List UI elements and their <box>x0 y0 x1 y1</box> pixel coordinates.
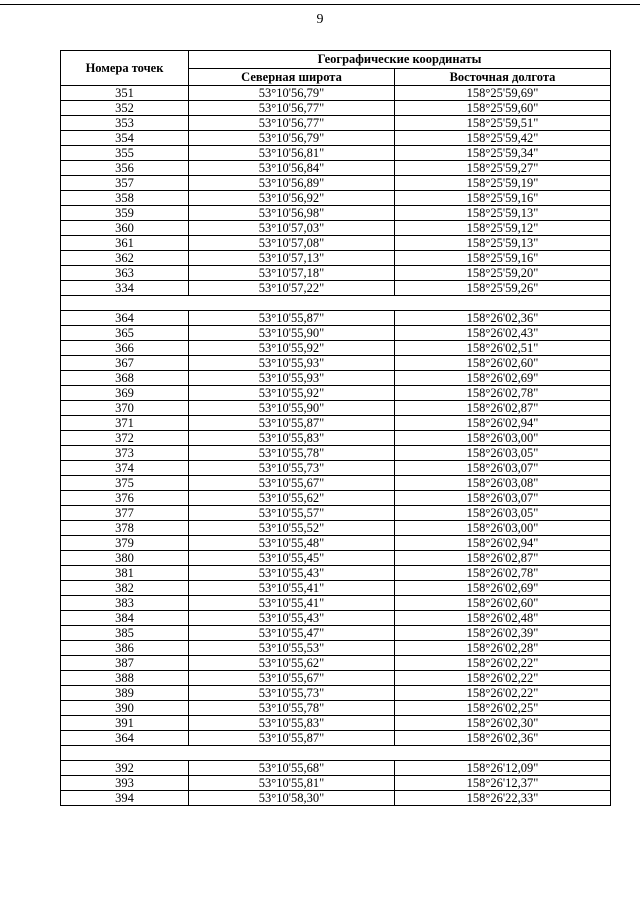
latitude: 53°10'55,62" <box>189 656 395 671</box>
table-row <box>61 536 611 551</box>
latitude: 53°10'55,92" <box>189 341 395 356</box>
point-number: 389 <box>61 686 189 701</box>
longitude: 158°26'02,36" <box>395 731 611 746</box>
point-number: 381 <box>61 566 189 581</box>
table-row <box>61 431 611 446</box>
table-row <box>61 311 611 326</box>
latitude: 53°10'55,41" <box>189 596 395 611</box>
point-number: 388 <box>61 671 189 686</box>
point-number: 355 <box>61 146 189 161</box>
longitude: 158°25'59,16" <box>395 251 611 266</box>
point-number: 392 <box>61 761 189 776</box>
longitude: 158°25'59,60" <box>395 101 611 116</box>
table-row <box>61 356 611 371</box>
latitude: 53°10'55,73" <box>189 686 395 701</box>
longitude: 158°25'59,34" <box>395 146 611 161</box>
latitude: 53°10'55,52" <box>189 521 395 536</box>
latitude: 53°10'55,67" <box>189 671 395 686</box>
table-row <box>61 761 611 776</box>
longitude: 158°26'03,07" <box>395 461 611 476</box>
latitude: 53°10'55,93" <box>189 371 395 386</box>
point-number: 354 <box>61 131 189 146</box>
table-row <box>61 506 611 521</box>
table-row <box>61 161 611 176</box>
latitude: 53°10'57,18" <box>189 266 395 281</box>
point-number: 380 <box>61 551 189 566</box>
table-row <box>61 386 611 401</box>
longitude: 158°26'02,51" <box>395 341 611 356</box>
longitude: 158°26'02,43" <box>395 326 611 341</box>
table-row <box>61 776 611 791</box>
table-row <box>61 671 611 686</box>
point-number: 369 <box>61 386 189 401</box>
latitude: 53°10'56,98" <box>189 206 395 221</box>
longitude: 158°25'59,51" <box>395 116 611 131</box>
table-row <box>61 236 611 251</box>
point-number: 387 <box>61 656 189 671</box>
table-row <box>61 221 611 236</box>
latitude: 53°10'55,41" <box>189 581 395 596</box>
coordinates-table <box>60 50 611 806</box>
table-row <box>61 176 611 191</box>
point-number: 372 <box>61 431 189 446</box>
longitude: 158°26'02,25" <box>395 701 611 716</box>
point-number: 363 <box>61 266 189 281</box>
latitude: 53°10'55,45" <box>189 551 395 566</box>
longitude: 158°26'02,78" <box>395 566 611 581</box>
table-row <box>61 491 611 506</box>
header-coords: Географические координаты <box>189 51 611 69</box>
longitude: 158°26'03,05" <box>395 506 611 521</box>
point-number: 376 <box>61 491 189 506</box>
longitude: 158°25'59,20" <box>395 266 611 281</box>
latitude: 53°10'57,03" <box>189 221 395 236</box>
point-number: 385 <box>61 626 189 641</box>
longitude: 158°26'02,87" <box>395 401 611 416</box>
point-number: 357 <box>61 176 189 191</box>
latitude: 53°10'56,89" <box>189 176 395 191</box>
latitude: 53°10'55,87" <box>189 311 395 326</box>
point-number: 360 <box>61 221 189 236</box>
longitude: 158°26'12,37" <box>395 776 611 791</box>
point-number: 367 <box>61 356 189 371</box>
point-number: 383 <box>61 596 189 611</box>
table-row <box>61 566 611 581</box>
latitude: 53°10'56,92" <box>189 191 395 206</box>
table-row <box>61 326 611 341</box>
latitude: 53°10'55,62" <box>189 491 395 506</box>
longitude: 158°26'02,30" <box>395 716 611 731</box>
longitude: 158°26'02,87" <box>395 551 611 566</box>
header-points: Номера точек <box>61 51 189 86</box>
point-number: 353 <box>61 116 189 131</box>
longitude: 158°26'02,94" <box>395 416 611 431</box>
latitude: 53°10'56,77" <box>189 116 395 131</box>
table-row <box>61 371 611 386</box>
point-number: 375 <box>61 476 189 491</box>
latitude: 53°10'55,87" <box>189 416 395 431</box>
latitude: 53°10'55,83" <box>189 716 395 731</box>
table-row <box>61 716 611 731</box>
longitude: 158°26'02,69" <box>395 581 611 596</box>
table-row <box>61 581 611 596</box>
table-row <box>61 116 611 131</box>
latitude: 53°10'56,79" <box>189 131 395 146</box>
point-number: 379 <box>61 536 189 551</box>
longitude: 158°26'02,60" <box>395 596 611 611</box>
table-row <box>61 266 611 281</box>
longitude: 158°26'03,08" <box>395 476 611 491</box>
table-row <box>61 341 611 356</box>
longitude: 158°25'59,16" <box>395 191 611 206</box>
point-number: 364 <box>61 731 189 746</box>
table-row <box>61 416 611 431</box>
latitude: 53°10'55,90" <box>189 326 395 341</box>
table-row <box>61 476 611 491</box>
point-number: 365 <box>61 326 189 341</box>
longitude: 158°26'02,22" <box>395 671 611 686</box>
latitude: 53°10'56,79" <box>189 86 395 101</box>
table-row <box>61 551 611 566</box>
header-lat: Северная широта <box>189 68 395 86</box>
latitude: 53°10'55,93" <box>189 356 395 371</box>
longitude: 158°26'02,36" <box>395 311 611 326</box>
latitude: 53°10'55,43" <box>189 566 395 581</box>
point-number: 361 <box>61 236 189 251</box>
point-number: 374 <box>61 461 189 476</box>
table-row <box>61 86 611 101</box>
longitude: 158°26'03,00" <box>395 521 611 536</box>
point-number: 394 <box>61 791 189 806</box>
longitude: 158°25'59,12" <box>395 221 611 236</box>
table-row <box>61 656 611 671</box>
latitude: 53°10'57,08" <box>189 236 395 251</box>
page-number: 9 <box>316 12 324 27</box>
longitude: 158°26'03,00" <box>395 431 611 446</box>
longitude: 158°25'59,13" <box>395 206 611 221</box>
point-number: 377 <box>61 506 189 521</box>
longitude: 158°26'02,22" <box>395 656 611 671</box>
longitude: 158°26'02,48" <box>395 611 611 626</box>
latitude: 53°10'55,43" <box>189 611 395 626</box>
top-rule <box>0 4 640 5</box>
table-row <box>61 131 611 146</box>
table-row <box>61 251 611 266</box>
point-number: 371 <box>61 416 189 431</box>
longitude: 158°26'02,39" <box>395 626 611 641</box>
longitude: 158°26'02,69" <box>395 371 611 386</box>
longitude: 158°26'22,33" <box>395 791 611 806</box>
table-row <box>61 191 611 206</box>
table-row <box>61 686 611 701</box>
table-row <box>61 521 611 536</box>
latitude: 53°10'55,48" <box>189 536 395 551</box>
table-row <box>61 461 611 476</box>
table-row <box>61 641 611 656</box>
point-number: 390 <box>61 701 189 716</box>
table-row <box>61 401 611 416</box>
longitude: 158°26'02,22" <box>395 686 611 701</box>
group-separator-row <box>61 296 611 311</box>
point-number: 358 <box>61 191 189 206</box>
longitude: 158°25'59,13" <box>395 236 611 251</box>
header-lon: Восточная долгота <box>395 68 611 86</box>
latitude: 53°10'56,77" <box>189 101 395 116</box>
group-separator <box>61 296 611 311</box>
point-number: 351 <box>61 86 189 101</box>
longitude: 158°26'12,09" <box>395 761 611 776</box>
latitude: 53°10'55,87" <box>189 731 395 746</box>
longitude: 158°26'03,05" <box>395 446 611 461</box>
longitude: 158°26'02,28" <box>395 641 611 656</box>
point-number: 391 <box>61 716 189 731</box>
point-number: 334 <box>61 281 189 296</box>
latitude: 53°10'55,73" <box>189 461 395 476</box>
latitude: 53°10'55,53" <box>189 641 395 656</box>
point-number: 352 <box>61 101 189 116</box>
table-row <box>61 281 611 296</box>
point-number: 378 <box>61 521 189 536</box>
latitude: 53°10'55,78" <box>189 701 395 716</box>
point-number: 359 <box>61 206 189 221</box>
longitude: 158°26'03,07" <box>395 491 611 506</box>
latitude: 53°10'55,78" <box>189 446 395 461</box>
point-number: 356 <box>61 161 189 176</box>
group-separator <box>61 746 611 761</box>
latitude: 53°10'55,47" <box>189 626 395 641</box>
longitude: 158°25'59,27" <box>395 161 611 176</box>
table-row <box>61 446 611 461</box>
point-number: 368 <box>61 371 189 386</box>
table-row <box>61 791 611 806</box>
latitude: 53°10'55,67" <box>189 476 395 491</box>
latitude: 53°10'55,57" <box>189 506 395 521</box>
point-number: 373 <box>61 446 189 461</box>
point-number: 362 <box>61 251 189 266</box>
latitude: 53°10'55,90" <box>189 401 395 416</box>
latitude: 53°10'55,68" <box>189 761 395 776</box>
point-number: 364 <box>61 311 189 326</box>
latitude: 53°10'57,22" <box>189 281 395 296</box>
longitude: 158°25'59,26" <box>395 281 611 296</box>
longitude: 158°26'02,94" <box>395 536 611 551</box>
group-separator-row <box>61 746 611 761</box>
longitude: 158°25'59,69" <box>395 86 611 101</box>
point-number: 384 <box>61 611 189 626</box>
longitude: 158°25'59,42" <box>395 131 611 146</box>
latitude: 53°10'56,84" <box>189 161 395 176</box>
table-row <box>61 596 611 611</box>
point-number: 370 <box>61 401 189 416</box>
table-row <box>61 206 611 221</box>
point-number: 386 <box>61 641 189 656</box>
point-number: 366 <box>61 341 189 356</box>
latitude: 53°10'55,92" <box>189 386 395 401</box>
point-number: 382 <box>61 581 189 596</box>
table-row <box>61 101 611 116</box>
table-row <box>61 731 611 746</box>
latitude: 53°10'57,13" <box>189 251 395 266</box>
longitude: 158°26'02,78" <box>395 386 611 401</box>
latitude: 53°10'58,30" <box>189 791 395 806</box>
longitude: 158°25'59,19" <box>395 176 611 191</box>
table-row <box>61 611 611 626</box>
latitude: 53°10'55,83" <box>189 431 395 446</box>
latitude: 53°10'55,81" <box>189 776 395 791</box>
latitude: 53°10'56,81" <box>189 146 395 161</box>
table-body <box>61 86 611 806</box>
point-number: 393 <box>61 776 189 791</box>
table-row <box>61 626 611 641</box>
table-row <box>61 701 611 716</box>
table-row <box>61 146 611 161</box>
longitude: 158°26'02,60" <box>395 356 611 371</box>
